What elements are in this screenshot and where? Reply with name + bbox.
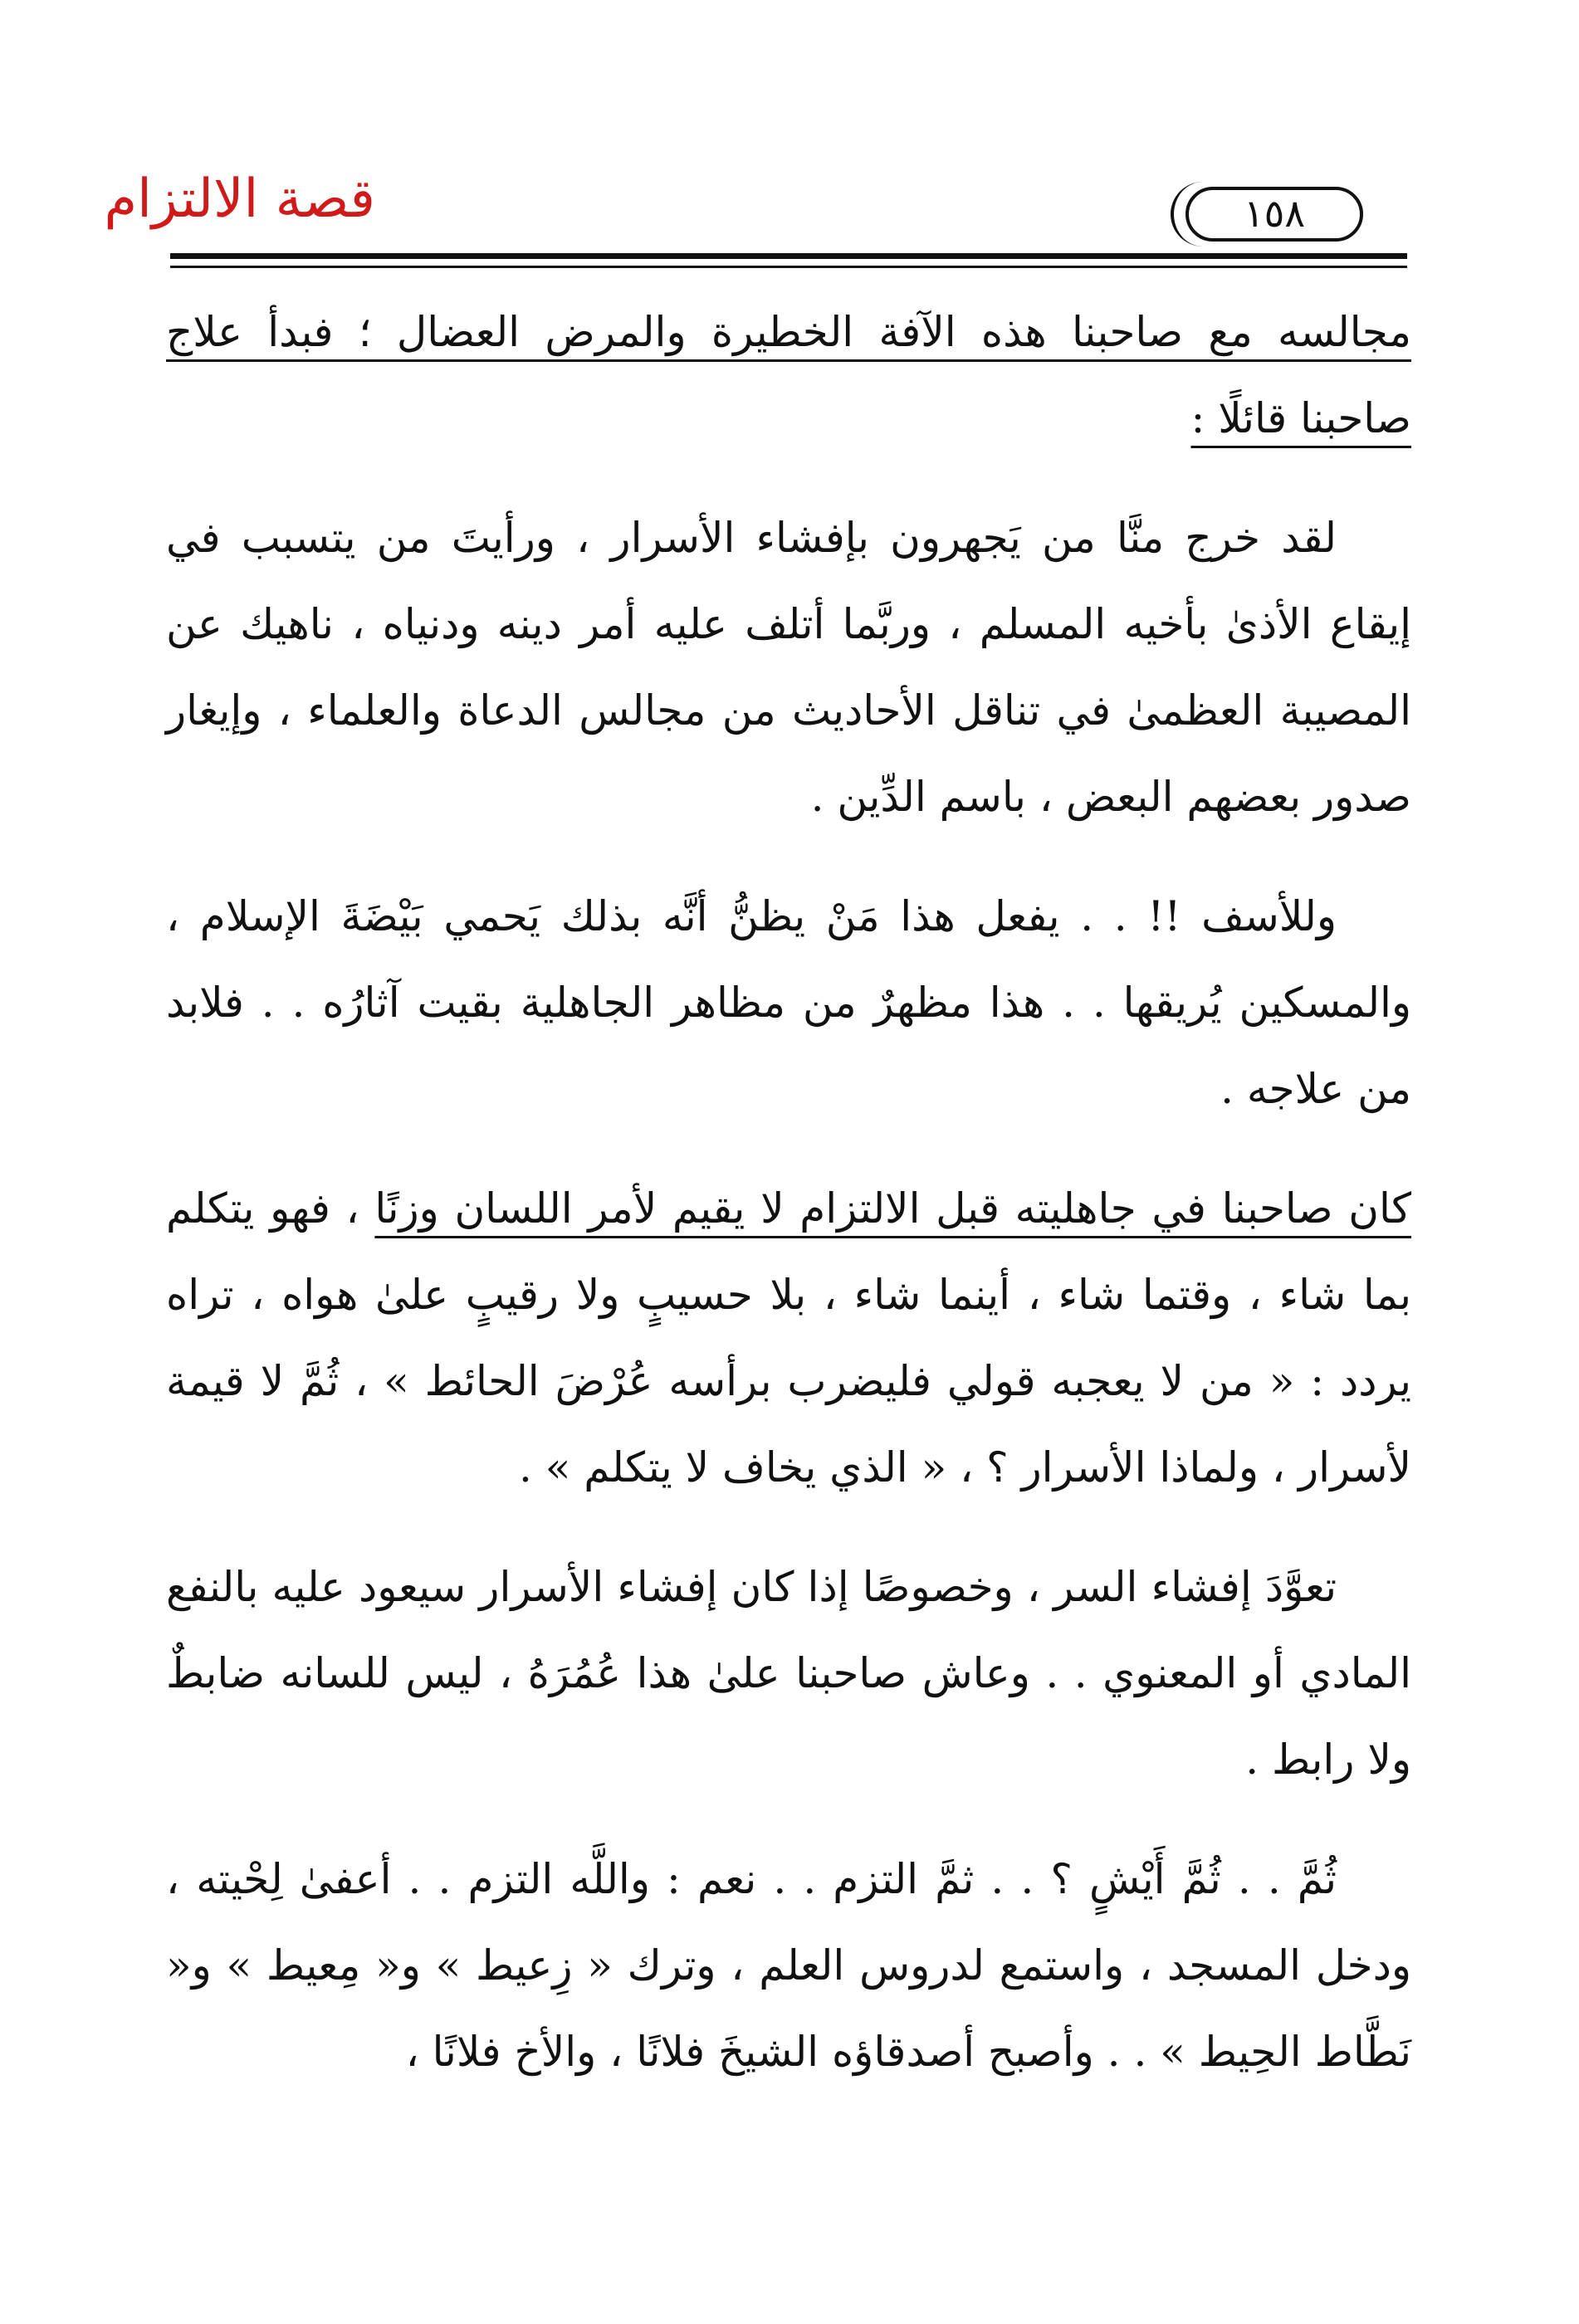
paragraph-3 [166, 873, 1411, 1132]
paragraph-1 [166, 289, 1411, 461]
paragraph-2 [166, 495, 1411, 840]
paragraph-5 [166, 1544, 1411, 1803]
header-rule-thick [170, 253, 1407, 259]
paragraph-2-text: لقد خرج منَّا من يَجهرون بإفشاء الأسرار ، ورأيتَ من يتسبب في إيقاع الأذىٰ بأخيه المسلم ، وربَّما أتلف عليه أمر دينه ودنياه ، ناهيك عن المصيبة العظمىٰ في تناقل الأحاديث من مجالس الدعاة والعلماء ، وإيغار صدور بعضهم البعض ، باسم الدِّين . [166, 514, 1411, 821]
page-number: ١٥٨ [1185, 187, 1363, 242]
header-rule-thin [170, 266, 1407, 268]
paragraph-4 [166, 1165, 1411, 1511]
body-text [166, 289, 1411, 2128]
paragraph-4-underlined: كان صاحبنا في جاهليته قبل الالتزام لا يقيم لأمر اللسان وزنًا [374, 1184, 1411, 1233]
paragraph-4-text: ، فهو يتكلم بما شاء ، وقتما شاء ، أينما شاء ، بلا حسيبٍ ولا رقيبٍ علىٰ هواه ، تراه يردد : « من لا يعجبه قولي فليضرب برأسه عُرْضَ الحائط » ، ثُمَّ لا قيمة لأسرار ، ولماذا الأسرار ؟ ، « الذي يخاف لا يتكلم » . [166, 1184, 1411, 1492]
running-title: قصة الالتزام [104, 168, 375, 230]
paragraph-6 [166, 1836, 1411, 2095]
paragraph-3-text: وللأسف !! . . يفعل هذا مَنْ يظنُّ أنَّه بذلك يَحمي بَيْضَةَ الإسلام ، والمسكين يُريقها . . هذا مظهرٌ من مظاهر الجاهلية بقيت آثارُه . . فلابد من علاجه . [166, 892, 1411, 1113]
paragraph-6-text: ثُمَّ . . ثُمَّ أَيْشٍ ؟ . . ثمَّ التزم . . نعم : واللَّه التزم . . أعفىٰ لِحْيته ، ودخل المسجد ، واستمع لدروس العلم ، وترك « زِعيط » و« مِعيط » و« نَطَّاط الحِيط » . . وأصبح أصدقاؤه الشيخَ فلانًا ، والأخ فلانًا ، [166, 1855, 1411, 2076]
paragraph-1-underlined: مجالسه مع صاحبنا هذه الآفة الخطيرة والمرض العضال ؛ فبدأ علاج صاحبنا قائلًا : [166, 308, 1411, 442]
paragraph-5-text: تعوَّدَ إفشاء السر ، وخصوصًا إذا كان إفشاء الأسرار سيعود عليه بالنفع المادي أو المعنوي . . وعاش صاحبنا علىٰ هذا عُمُرَهُ ، ليس للسانه ضابطٌ ولا رابط . [166, 1563, 1411, 1784]
